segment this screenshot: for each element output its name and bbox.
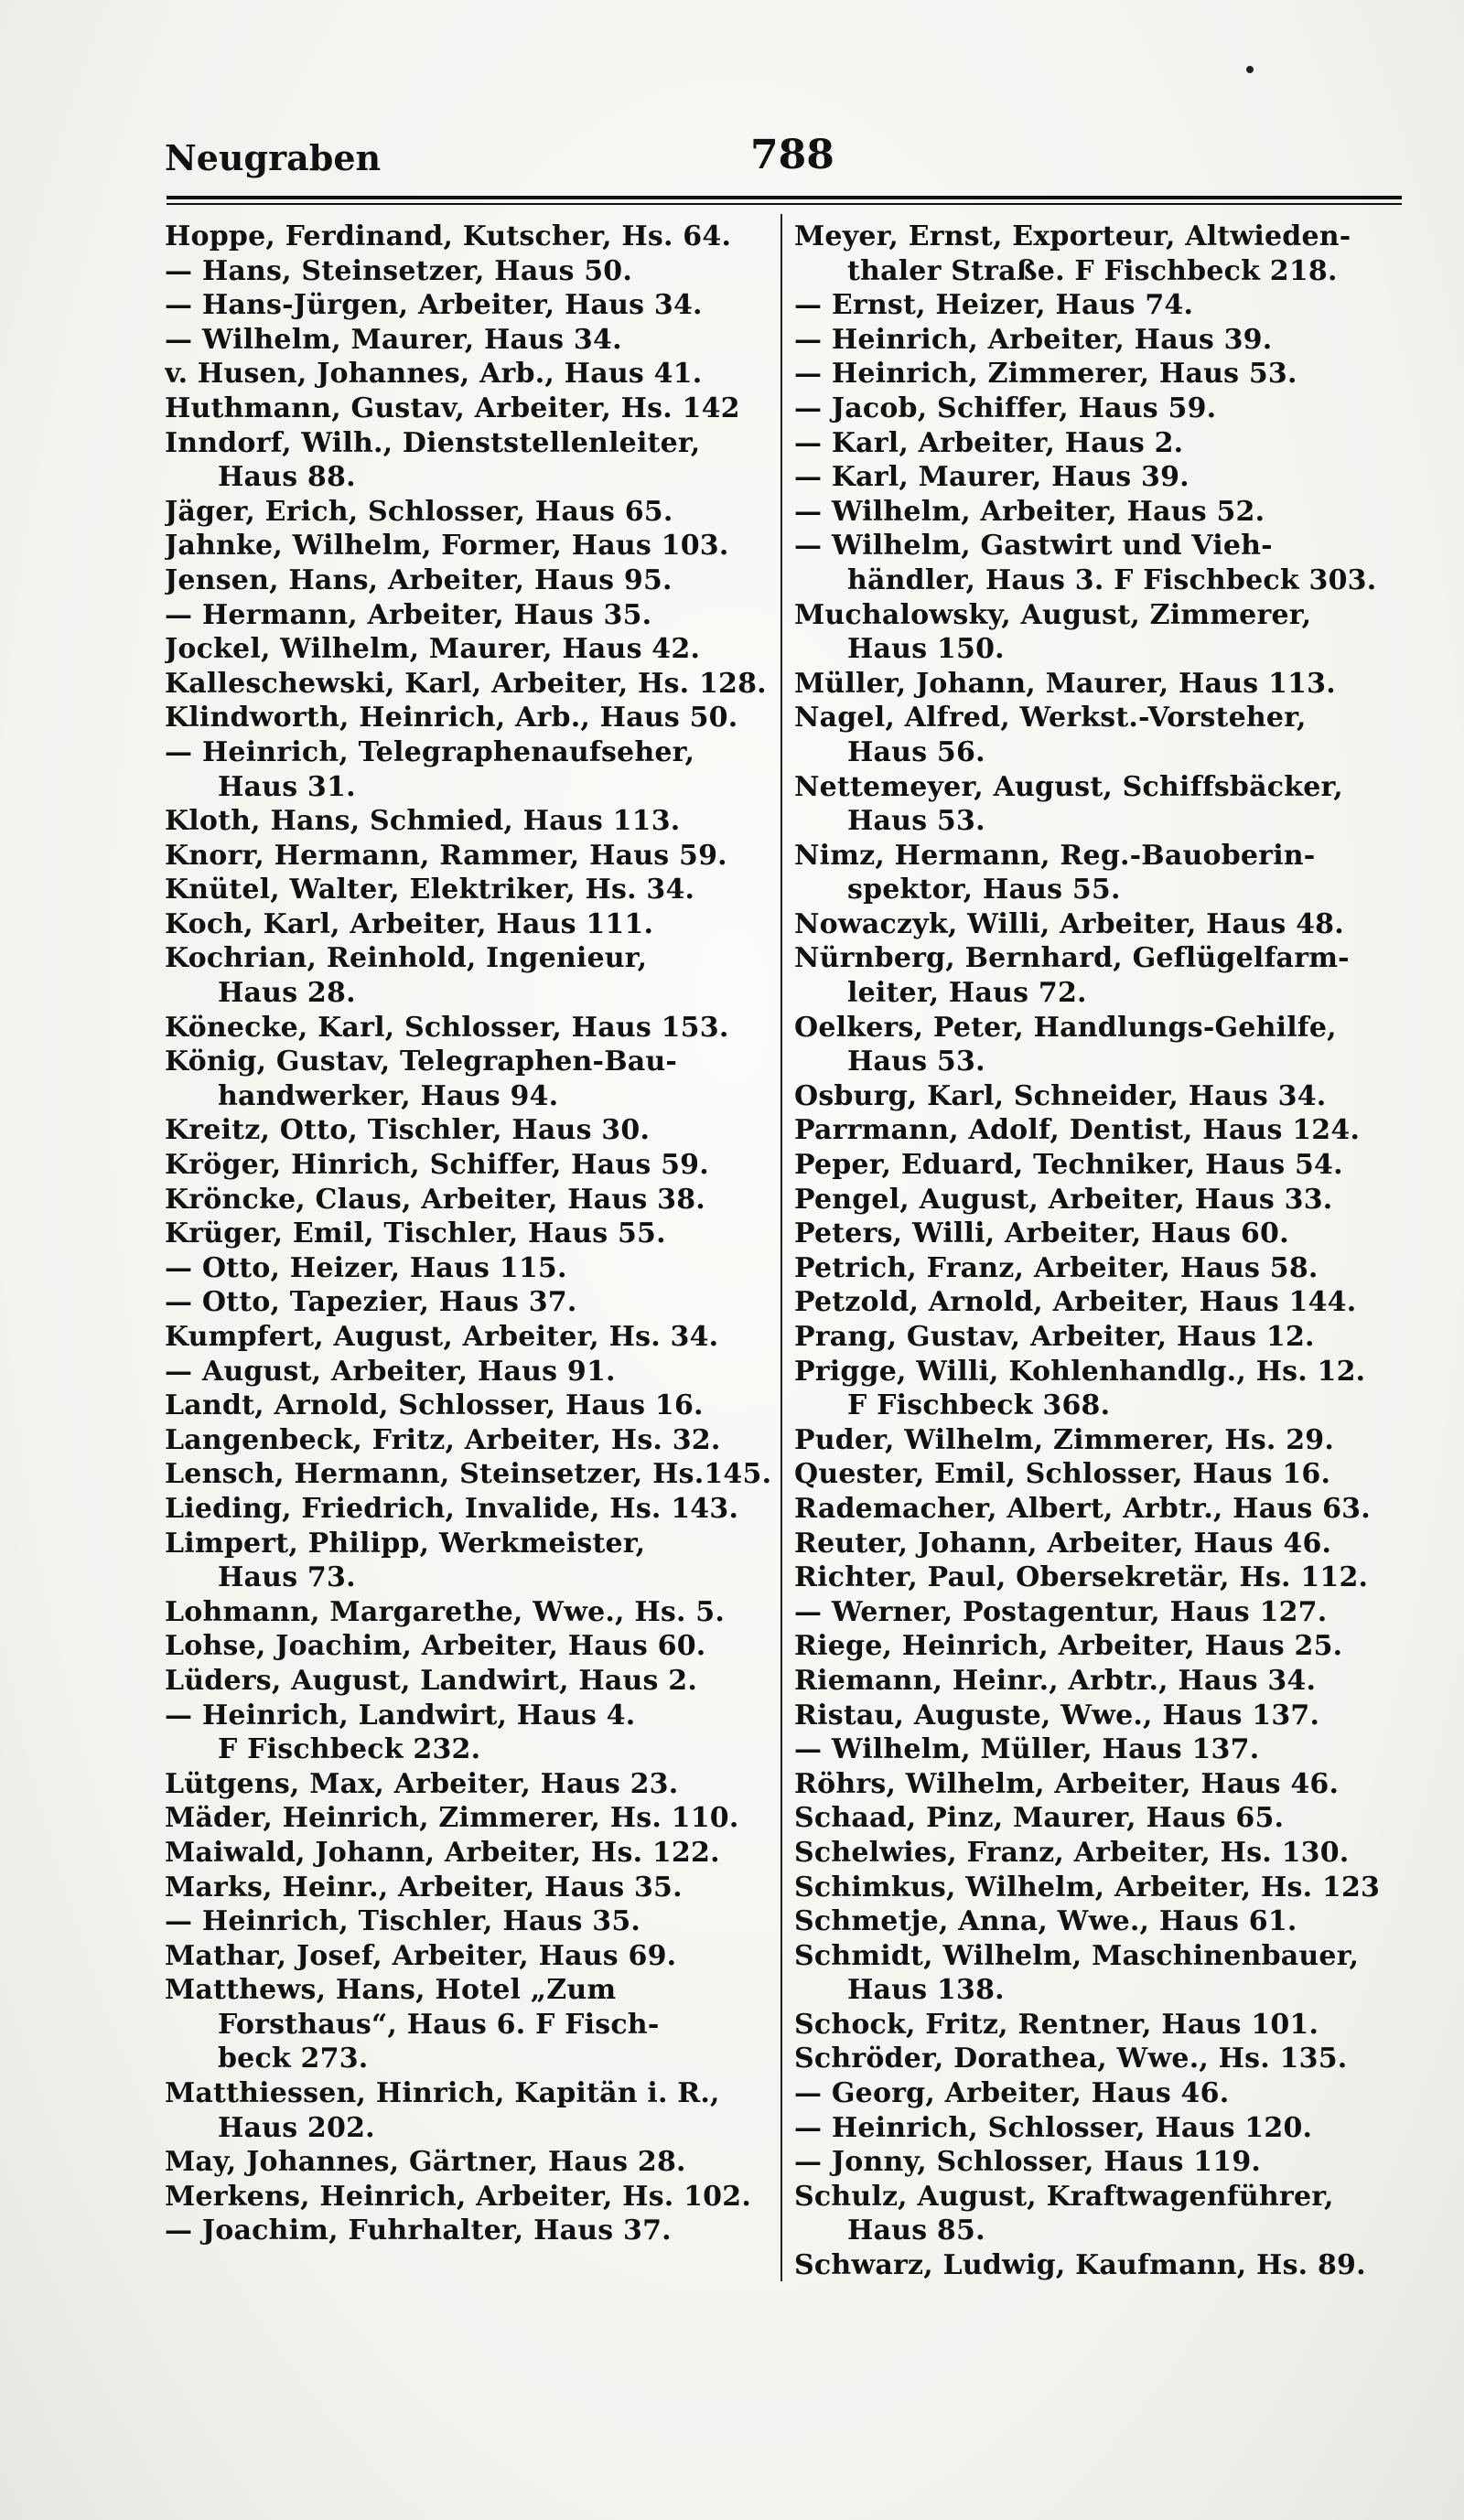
directory-entry: — Karl, Arbeiter, Haus 2.: [794, 426, 1184, 459]
directory-entry: Nagel, Alfred, Werkst.-Vorsteher,: [794, 702, 1307, 735]
directory-entry: Schmidt, Wilhelm, Maschinenbauer,: [794, 1939, 1360, 1972]
directory-entry: Peper, Eduard, Techniker, Haus 54.: [794, 1149, 1343, 1182]
directory-entry: — Joachim, Fuhrhalter, Haus 37.: [165, 2214, 672, 2247]
directory-entry: Nimz, Hermann, Reg.-Bauoberin-: [794, 839, 1316, 872]
directory-entry-continuation: F Fischbeck 232.: [218, 1733, 481, 1766]
header-rule-thin: [167, 203, 1402, 205]
directory-entry: — Jonny, Schlosser, Haus 119.: [794, 2146, 1262, 2179]
directory-entry: Kröger, Hinrich, Schiffer, Haus 59.: [165, 1149, 709, 1182]
print-speck: [1246, 66, 1254, 73]
directory-entry-continuation: Haus 138.: [847, 1974, 1005, 2007]
directory-entry-continuation: Haus 85.: [847, 2214, 985, 2247]
directory-entry: — Heinrich, Zimmerer, Haus 53.: [794, 358, 1297, 391]
directory-entry: Jäger, Erich, Schlosser, Haus 65.: [165, 495, 673, 528]
directory-entry: Kreitz, Otto, Tischler, Haus 30.: [165, 1114, 651, 1147]
directory-entry: Mathar, Josef, Arbeiter, Haus 69.: [165, 1939, 677, 1972]
directory-entry: Ristau, Auguste, Wwe., Haus 137.: [794, 1699, 1320, 1732]
directory-entry: — Wilhelm, Gastwirt und Vieh-: [794, 530, 1273, 563]
directory-entry: — Heinrich, Tischler, Haus 35.: [165, 1905, 641, 1938]
directory-entry-continuation: Haus 88.: [218, 461, 356, 494]
directory-entry: Müller, Johann, Maurer, Haus 113.: [794, 667, 1336, 700]
header-rule: [167, 196, 1402, 199]
directory-entry: v. Husen, Johannes, Arb., Haus 41.: [165, 358, 703, 391]
directory-entry: Petzold, Arnold, Arbeiter, Haus 144.: [794, 1286, 1357, 1319]
directory-entry: Schwarz, Ludwig, Kaufmann, Hs. 89.: [794, 2249, 1366, 2282]
directory-entry: Limpert, Philipp, Werkmeister,: [165, 1527, 646, 1560]
directory-entry-continuation: thaler Straße. F Fischbeck 218.: [847, 254, 1338, 287]
directory-entry: — Wilhelm, Arbeiter, Haus 52.: [794, 495, 1265, 528]
directory-entry: — Wilhelm, Maurer, Haus 34.: [165, 323, 622, 356]
directory-entry: Schröder, Dorathea, Wwe., Hs. 135.: [794, 2043, 1348, 2075]
directory-entry: Nowaczyk, Willi, Arbeiter, Haus 48.: [794, 907, 1344, 940]
directory-entry: Prigge, Willi, Kohlenhandlg., Hs. 12.: [794, 1355, 1366, 1388]
directory-entry-continuation: handwerker, Haus 94.: [218, 1079, 559, 1112]
directory-entry: Kochrian, Reinhold, Ingenieur,: [165, 942, 648, 975]
directory-entry: Peters, Willi, Arbeiter, Haus 60.: [794, 1217, 1289, 1250]
directory-entry: Nürnberg, Bernhard, Geflügelfarm-: [794, 942, 1350, 975]
directory-entry: Reuter, Johann, Arbeiter, Haus 46.: [794, 1527, 1332, 1560]
directory-entry: Schmetje, Anna, Wwe., Haus 61.: [794, 1905, 1297, 1938]
directory-entry: Quester, Emil, Schlosser, Haus 16.: [794, 1458, 1331, 1491]
right-column: [794, 220, 1407, 2283]
directory-entry: Prang, Gustav, Arbeiter, Haus 12.: [794, 1321, 1315, 1353]
directory-entry: Osburg, Karl, Schneider, Haus 34.: [794, 1079, 1327, 1112]
directory-entry: Schelwies, Franz, Arbeiter, Hs. 130.: [794, 1836, 1350, 1869]
place-heading: Neugraben: [165, 137, 382, 178]
directory-entry: Jahnke, Wilhelm, Former, Haus 103.: [165, 530, 729, 563]
directory-entry: Krüger, Emil, Tischler, Haus 55.: [165, 1217, 666, 1250]
directory-entry: König, Gustav, Telegraphen-Bau-: [165, 1046, 678, 1078]
directory-entry: — Otto, Heizer, Haus 115.: [165, 1251, 567, 1284]
directory-entry: Schulz, August, Kraftwagenführer,: [794, 2180, 1334, 2213]
directory-entry: Mäder, Heinrich, Zimmerer, Hs. 110.: [165, 1802, 739, 1835]
directory-entry: Röhrs, Wilhelm, Arbeiter, Haus 46.: [794, 1767, 1340, 1800]
directory-entry: Matthiessen, Hinrich, Kapitän i. R.,: [165, 2077, 720, 2110]
directory-entry: Inndorf, Wilh., Dienststellenleiter,: [165, 426, 701, 459]
directory-entry: Jensen, Hans, Arbeiter, Haus 95.: [165, 563, 673, 596]
directory-entry: Knorr, Hermann, Rammer, Haus 59.: [165, 839, 727, 872]
directory-entry: Klindworth, Heinrich, Arb., Haus 50.: [165, 702, 738, 735]
directory-entry: — Wilhelm, Müller, Haus 137.: [794, 1733, 1260, 1766]
directory-entry: Schimkus, Wilhelm, Arbeiter, Hs. 123: [794, 1871, 1381, 1903]
directory-entry-continuation: Haus 53.: [847, 1046, 985, 1078]
directory-entry: — Jacob, Schiffer, Haus 59.: [794, 391, 1217, 424]
directory-entry: Rademacher, Albert, Arbtr., Haus 63.: [794, 1492, 1371, 1525]
directory-entry: Könecke, Karl, Schlosser, Haus 153.: [165, 1011, 729, 1044]
directory-entry: — Karl, Maurer, Haus 39.: [794, 461, 1190, 494]
directory-entry: May, Johannes, Gärtner, Haus 28.: [165, 2146, 686, 2179]
directory-entry: — Otto, Tapezier, Haus 37.: [165, 1286, 577, 1319]
page-number: 788: [750, 132, 834, 178]
directory-entry-continuation: Haus 53.: [847, 805, 985, 838]
directory-entry: — Ernst, Heizer, Haus 74.: [794, 289, 1194, 322]
directory-entry: Oelkers, Peter, Handlungs-Gehilfe,: [794, 1011, 1337, 1044]
directory-entry: Meyer, Ernst, Exporteur, Altwieden-: [794, 220, 1351, 252]
directory-entry: Riege, Heinrich, Arbeiter, Haus 25.: [794, 1630, 1343, 1663]
directory-entry: Maiwald, Johann, Arbeiter, Hs. 122.: [165, 1836, 720, 1869]
directory-entry-continuation: Haus 73.: [218, 1561, 356, 1594]
directory-entry: Lohmann, Margarethe, Wwe., Hs. 5.: [165, 1595, 725, 1628]
directory-entry: Muchalowsky, August, Zimmerer,: [794, 598, 1312, 631]
directory-entry: Matthews, Hans, Hotel „Zum: [165, 1974, 617, 2007]
directory-entry: Lütgens, Max, Arbeiter, Haus 23.: [165, 1767, 679, 1800]
directory-entry: Schock, Fritz, Rentner, Haus 101.: [794, 2008, 1319, 2041]
directory-entry: Kröncke, Claus, Arbeiter, Haus 38.: [165, 1183, 705, 1216]
directory-entry: — August, Arbeiter, Haus 91.: [165, 1355, 616, 1388]
directory-entry-continuation: leiter, Haus 72.: [847, 977, 1087, 1010]
directory-entry: — Hermann, Arbeiter, Haus 35.: [165, 598, 652, 631]
directory-entry: Lohse, Joachim, Arbeiter, Haus 60.: [165, 1630, 706, 1663]
column-divider: [780, 214, 782, 2281]
directory-entry: — Georg, Arbeiter, Haus 46.: [794, 2077, 1230, 2110]
directory-entry-continuation: Haus 150.: [847, 633, 1005, 666]
directory-entry: — Heinrich, Landwirt, Haus 4.: [165, 1699, 636, 1732]
directory-entry: — Hans-Jürgen, Arbeiter, Haus 34.: [165, 289, 703, 322]
directory-entry: Hoppe, Ferdinand, Kutscher, Hs. 64.: [165, 220, 732, 252]
directory-entry: Riemann, Heinr., Arbtr., Haus 34.: [794, 1664, 1317, 1697]
directory-entry-continuation: Forsthaus“, Haus 6. F Fisch-: [218, 2008, 660, 2041]
directory-entry-continuation: spektor, Haus 55.: [847, 874, 1121, 906]
directory-entry: — Heinrich, Schlosser, Haus 120.: [794, 2111, 1313, 2144]
directory-entry-continuation: beck 273.: [218, 2043, 369, 2075]
directory-entry: Lieding, Friedrich, Invalide, Hs. 143.: [165, 1492, 739, 1525]
directory-entry: — Werner, Postagentur, Haus 127.: [794, 1595, 1328, 1628]
directory-entry: Puder, Wilhelm, Zimmerer, Hs. 29.: [794, 1423, 1335, 1456]
directory-entry-continuation: Haus 202.: [218, 2111, 375, 2144]
directory-entry: Parrmann, Adolf, Dentist, Haus 124.: [794, 1114, 1361, 1147]
directory-entry: Nettemeyer, August, Schiffsbäcker,: [794, 770, 1343, 803]
page-header: [165, 132, 1400, 192]
directory-entry: — Heinrich, Arbeiter, Haus 39.: [794, 323, 1273, 356]
left-column: [165, 220, 782, 2248]
directory-entry: Kloth, Hans, Schmied, Haus 113.: [165, 805, 681, 838]
directory-entry: — Hans, Steinsetzer, Haus 50.: [165, 254, 633, 287]
directory-entry: Langenbeck, Fritz, Arbeiter, Hs. 32.: [165, 1423, 721, 1456]
directory-entry: Marks, Heinr., Arbeiter, Haus 35.: [165, 1871, 683, 1903]
directory-entry-continuation: F Fischbeck 368.: [847, 1389, 1111, 1422]
directory-entry: Koch, Karl, Arbeiter, Haus 111.: [165, 907, 654, 940]
directory-entry: Lüders, August, Landwirt, Haus 2.: [165, 1664, 698, 1697]
directory-entry: Richter, Paul, Obersekretär, Hs. 112.: [794, 1561, 1369, 1594]
directory-entry-continuation: Haus 31.: [218, 770, 356, 803]
directory-entry: Huthmann, Gustav, Arbeiter, Hs. 142: [165, 391, 740, 424]
directory-entry: Petrich, Franz, Arbeiter, Haus 58.: [794, 1251, 1319, 1284]
directory-entry: Knütel, Walter, Elektriker, Hs. 34.: [165, 874, 695, 906]
directory-entry: Pengel, August, Arbeiter, Haus 33.: [794, 1183, 1333, 1216]
directory-entry: Kumpfert, August, Arbeiter, Hs. 34.: [165, 1321, 719, 1353]
directory-entry: Jockel, Wilhelm, Maurer, Haus 42.: [165, 633, 701, 666]
directory-entry: Merkens, Heinrich, Arbeiter, Hs. 102.: [165, 2180, 751, 2213]
directory-entry-continuation: händler, Haus 3. F Fischbeck 303.: [847, 563, 1377, 596]
directory-entry: Lensch, Hermann, Steinsetzer, Hs.145.: [165, 1458, 772, 1491]
directory-entry: Schaad, Pinz, Maurer, Haus 65.: [794, 1802, 1285, 1835]
directory-entry-continuation: Haus 28.: [218, 977, 356, 1010]
directory-entry: — Heinrich, Telegraphenaufseher,: [165, 735, 695, 768]
directory-entry: Landt, Arnold, Schlosser, Haus 16.: [165, 1389, 704, 1422]
directory-entry: Kalleschewski, Karl, Arbeiter, Hs. 128.: [165, 667, 767, 700]
directory-entry-continuation: Haus 56.: [847, 735, 985, 768]
